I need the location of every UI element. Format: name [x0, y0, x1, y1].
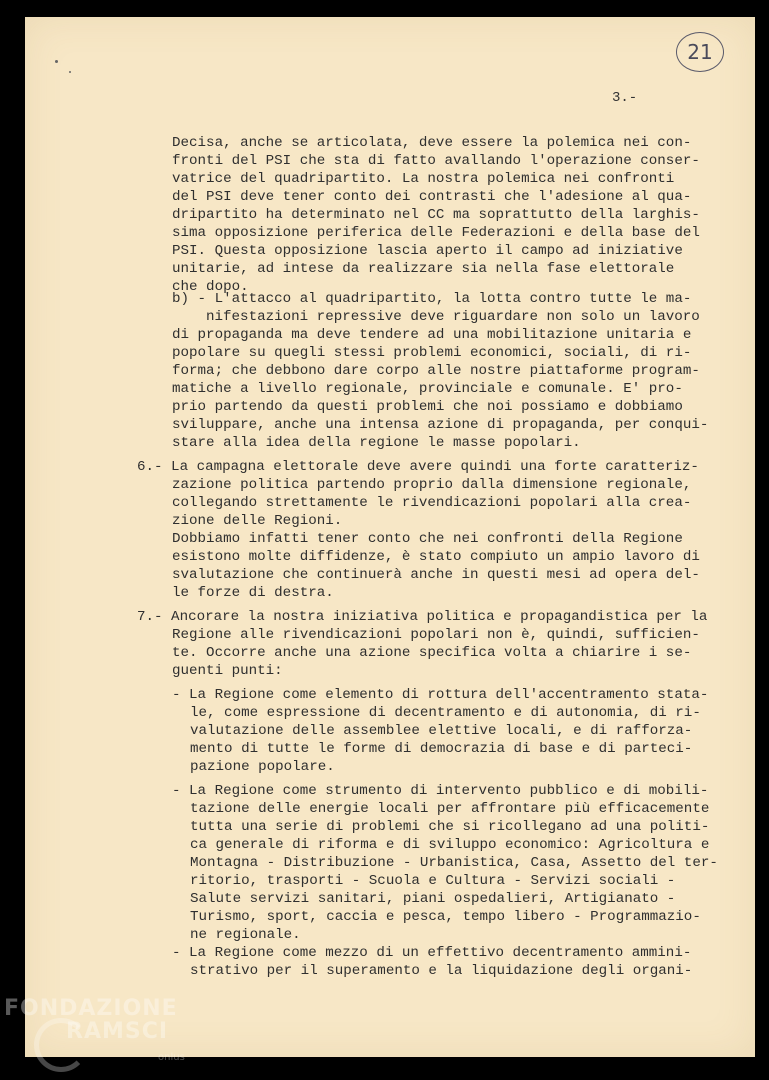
- text-line: Turismo, sport, caccia e pesca, tempo libero - Programmazio-: [190, 909, 701, 925]
- text-line: matiche a livello regionale, provinciale e comunale. E' pro-: [172, 381, 683, 397]
- text-line: nifestazioni repressive deve riguardare non solo un lavoro: [206, 309, 700, 325]
- fondazione-gramsci-logo: [4, 996, 178, 1044]
- text-line: stare alla idea della regione le masse popolari.: [172, 435, 581, 451]
- logo-line-2: RAMSCI: [66, 1019, 169, 1044]
- paper-mark: [55, 60, 58, 63]
- text-line: collegando strettamente le rivendicazioni popolari alla crea-: [172, 495, 692, 511]
- text-line: ritorio, trasporti - Scuola e Cultura - Servizi sociali -: [190, 873, 676, 889]
- text-line: 6.- La campagna elettorale deve avere quindi una forte caratteriz-: [137, 459, 699, 475]
- paper-mark: [69, 71, 71, 73]
- text-line: dripartito ha determinato nel CC ma soprattutto della larghis-: [172, 207, 700, 223]
- text-line: del PSI deve tener conto dei contrasti che l'adesione al qua-: [172, 189, 692, 205]
- text-line: esistono molte diffidenze, è stato compiuto un ampio lavoro di: [172, 549, 700, 565]
- text-line: che dopo.: [172, 279, 249, 295]
- text-line: Dobbiamo infatti tener conto che nei confronti della Regione: [172, 531, 683, 547]
- text-line: Regione alle rivendicazioni popolari non è, quindi, sufficien-: [172, 627, 700, 643]
- text-line: ne regionale.: [190, 927, 301, 943]
- text-line: te. Occorre anche una azione specifica volta a chiarire i se-: [172, 645, 692, 661]
- text-line: PSI. Questa opposizione lascia aperto il campo ad iniziative: [172, 243, 683, 259]
- text-line: - La Regione come strumento di intervento pubblico e di mobili-: [172, 783, 709, 799]
- text-line: ca generale di riforma e di sviluppo economico: Agricoltura e: [190, 837, 710, 853]
- text-line: prio partendo da questi problemi che noi possiamo e dobbiamo: [172, 399, 683, 415]
- text-line: le, come espressione di decentramento e di autonomia, di ri-: [190, 705, 701, 721]
- text-line: Salute servizi sanitari, piani ospedalieri, Artigianato -: [190, 891, 676, 907]
- archive-stamp: 21: [676, 32, 724, 72]
- text-line: - La Regione come mezzo di un effettivo decentramento ammini-: [172, 945, 692, 961]
- text-line: Decisa, anche se articolata, deve essere la polemica nei con-: [172, 135, 692, 151]
- text-line: guenti punti:: [172, 663, 283, 679]
- text-line: tutta una serie di problemi che si ricollegano ad una politi-: [190, 819, 710, 835]
- text-line: popolare su quegli stessi problemi economici, sociali, di ri-: [172, 345, 692, 361]
- text-line: unitarie, ad intese da realizzare sia nella fase elettorale: [172, 261, 675, 277]
- page-number: 3.-: [612, 90, 638, 106]
- text-line: pazione popolare.: [190, 759, 335, 775]
- text-line: zione delle Regioni.: [172, 513, 343, 529]
- text-line: forma; che debbono dare corpo alle nostre piattaforme program-: [172, 363, 700, 379]
- g-mark-icon: [34, 1018, 88, 1072]
- text-line: mento di tutte le forme di democrazia di base e di parteci-: [190, 741, 693, 757]
- text-line: le forze di destra.: [172, 585, 334, 601]
- logo-subtitle: onlus: [158, 1052, 185, 1063]
- text-line: Montagna - Distribuzione - Urbanistica, Casa, Assetto del ter-: [190, 855, 718, 871]
- text-line: - La Regione come elemento di rottura dell'accentramento stata-: [172, 687, 709, 703]
- logo-line-1: FONDAZIONE: [4, 996, 178, 1021]
- text-line: svalutazione che continuerà anche in questi mesi ad opera del-: [172, 567, 700, 583]
- text-line: b) - L'attacco al quadripartito, la lotta contro tutte le ma-: [172, 291, 692, 307]
- text-line: fronti del PSI che sta di fatto avallando l'operazione conser-: [172, 153, 700, 169]
- text-line: valutazione delle assemblee elettive locali, e di rafforza-: [190, 723, 693, 739]
- text-line: di propaganda ma deve tendere ad una mobilitazione unitaria e: [172, 327, 692, 343]
- text-line: sima opposizione periferica delle Federazioni e della base del: [172, 225, 700, 241]
- text-line: tazione delle energie locali per affrontare più efficacemente: [190, 801, 710, 817]
- text-line: strativo per il superamento e la liquidazione degli organi-: [190, 963, 693, 979]
- text-line: zazione politica partendo proprio dalla dimensione regionale,: [172, 477, 692, 493]
- text-line: 7.- Ancorare la nostra iniziativa politica e propagandistica per la: [137, 609, 708, 625]
- text-line: vatrice del quadripartito. La nostra polemica nei confronti: [172, 171, 675, 187]
- text-line: sviluppare, anche una intensa azione di propaganda, per conqui-: [172, 417, 709, 433]
